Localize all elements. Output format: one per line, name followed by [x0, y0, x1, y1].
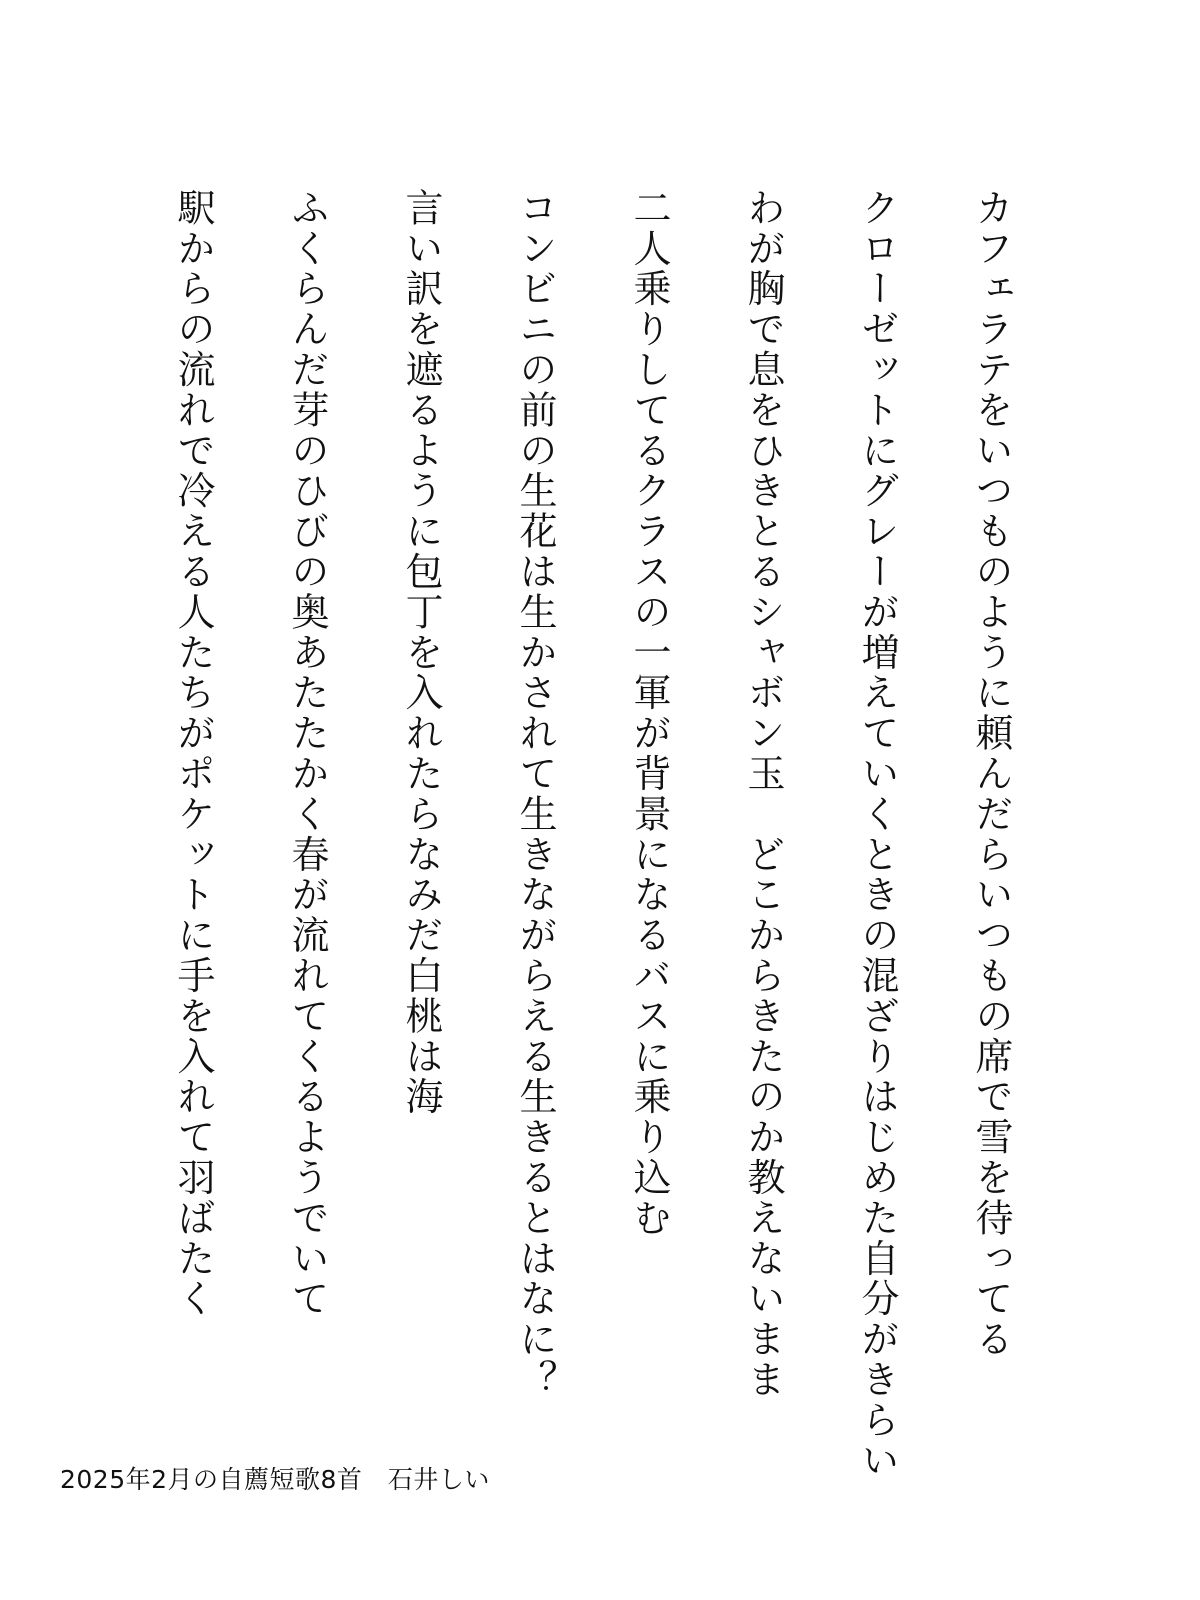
poem-collection: [168, 188, 1048, 1481]
poem-6: 言い訳を遮るように包丁を入れたらなみだ白桃は海: [399, 188, 443, 1118]
poem-3: わが胸で息をひきとるシャボン玉 どこからきたのか教えないまま: [741, 188, 785, 1400]
poem-5: コンビニの前の生花は生かされて生きながらえる生きるとはなに？: [513, 188, 557, 1400]
poem-7: ふくらんだ芽のひびの奥あたたかく春が流れてくるようでいて: [285, 188, 329, 1320]
poem-1: カフェラテをいつものように頼んだらいつもの席で雪を待ってる: [969, 188, 1013, 1360]
poem-2: クローゼットにグレーが増えていくときの混ざりはじめた自分がきらい: [855, 188, 899, 1481]
poem-4: 二人乗りしてるクラスの一軍が背景になるバスに乗り込む: [627, 188, 671, 1239]
poem-8: 駅からの流れで冷える人たちがポケットに手を入れて羽ばたく: [171, 188, 215, 1320]
author-caption: 2025年2月の自薦短歌8首 石井しい: [60, 1465, 490, 1494]
